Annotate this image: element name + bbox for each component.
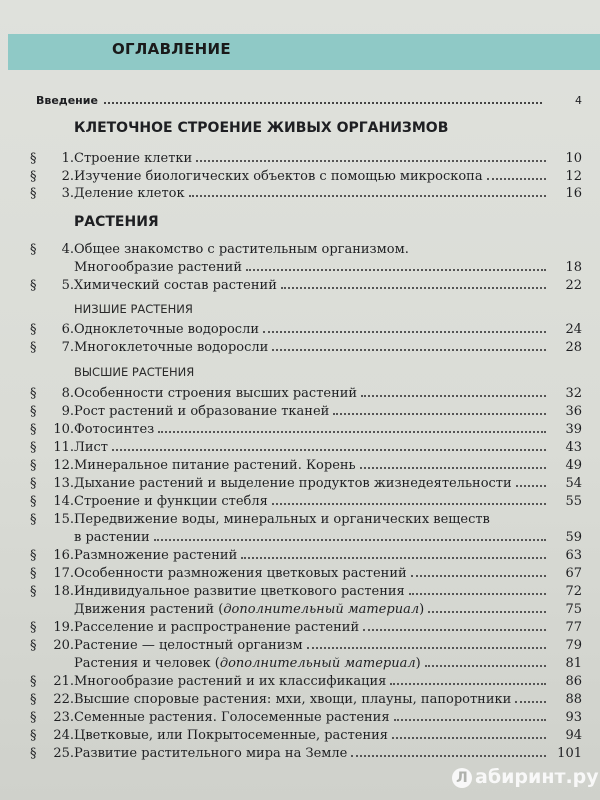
entry-number: 13. bbox=[53, 476, 74, 491]
entry-number: 10. bbox=[53, 422, 74, 437]
leader-dots bbox=[363, 629, 546, 631]
intro-entry bbox=[36, 94, 582, 107]
entry-page: 77 bbox=[565, 620, 582, 635]
entry-title: Химический состав растений bbox=[74, 278, 277, 293]
entry-title: Фотосинтез bbox=[74, 422, 155, 437]
toc-entry-supplementary bbox=[30, 655, 582, 673]
entry-title: Растение — целостный организм bbox=[74, 638, 303, 653]
entry-title: Движения растений (дополнительный материал) bbox=[74, 602, 425, 617]
entry-page: 81 bbox=[565, 656, 582, 671]
paragraph-symbol: § bbox=[30, 584, 37, 599]
entry-number: 6. bbox=[61, 322, 74, 337]
toc-entry-supplementary bbox=[30, 601, 582, 619]
entry-title: Многообразие растений и их классификация bbox=[74, 674, 387, 689]
entry-title: Развитие растительного мира на Земле bbox=[74, 746, 348, 761]
entry-page: 75 bbox=[565, 602, 582, 617]
entry-number: 7. bbox=[61, 340, 74, 355]
toc-entry bbox=[30, 385, 582, 403]
entry-note-italic: дополнительный материал bbox=[219, 656, 416, 671]
entry-page: 10 bbox=[565, 151, 582, 166]
toc-entry bbox=[30, 475, 582, 493]
leader-dots bbox=[411, 575, 546, 577]
toc-entry bbox=[30, 583, 582, 601]
leader-dots bbox=[196, 160, 546, 162]
entry-page: 49 bbox=[565, 458, 582, 473]
paragraph-symbol: § bbox=[30, 494, 37, 509]
subsection-title-higher-plants: ВЫСШИЕ РАСТЕНИЯ bbox=[74, 365, 195, 379]
toc-entry bbox=[30, 493, 582, 511]
toc-entry bbox=[30, 403, 582, 421]
entry-page: 72 bbox=[565, 584, 582, 599]
entry-title: Дыхание растений и выделение продуктов жизнедеятельности bbox=[74, 476, 512, 491]
leader-dots bbox=[333, 413, 546, 415]
entry-number: 18. bbox=[53, 584, 74, 599]
entry-number: 14. bbox=[53, 494, 74, 509]
toc-entry-continuation bbox=[30, 259, 582, 277]
leader-dots bbox=[515, 701, 546, 703]
entry-number: 1. bbox=[61, 151, 74, 166]
section-title-cell-structure: КЛЕТОЧНОЕ СТРОЕНИЕ ЖИВЫХ ОРГАНИЗМОВ bbox=[74, 120, 449, 136]
entry-page: 16 bbox=[565, 186, 582, 201]
entry-page: 101 bbox=[557, 746, 582, 761]
watermark-text: абиринт.ру bbox=[475, 766, 599, 788]
toc-entry bbox=[30, 673, 582, 691]
entry-title: Расселение и распространение растений bbox=[74, 620, 360, 635]
paragraph-symbol: § bbox=[30, 710, 37, 725]
entry-title: Размножение растений bbox=[74, 548, 238, 563]
entry-title: Особенности строения высших растений bbox=[74, 386, 358, 401]
leader-dots bbox=[425, 665, 546, 667]
toc-entry bbox=[30, 511, 582, 529]
leader-dots bbox=[272, 503, 546, 505]
entry-title: Одноклеточные водоросли bbox=[74, 322, 260, 337]
paragraph-symbol: § bbox=[30, 169, 37, 184]
leader-dots bbox=[409, 593, 546, 595]
toc-entry bbox=[30, 241, 582, 259]
leader-dots bbox=[487, 178, 546, 180]
entry-number: 22. bbox=[53, 692, 74, 707]
page-title: ОГЛАВЛЕНИЕ bbox=[112, 40, 231, 58]
paragraph-symbol: § bbox=[30, 242, 37, 257]
paragraph-symbol: § bbox=[30, 322, 37, 337]
toc-entry bbox=[30, 745, 582, 763]
entry-page: 39 bbox=[565, 422, 582, 437]
paragraph-symbol: § bbox=[30, 422, 37, 437]
entry-title: Передвижение воды, минеральных и органических веществ bbox=[74, 512, 490, 527]
entry-page: 94 bbox=[565, 728, 582, 743]
paragraph-symbol: § bbox=[30, 728, 37, 743]
paragraph-symbol: § bbox=[30, 458, 37, 473]
toc-entry bbox=[30, 339, 582, 357]
entry-title: Особенности размножения цветковых растений bbox=[74, 566, 407, 581]
paragraph-symbol: § bbox=[30, 566, 37, 581]
leader-dots bbox=[189, 195, 546, 197]
labirint-logo-icon: Л bbox=[452, 768, 472, 788]
paragraph-symbol: § bbox=[30, 151, 37, 166]
toc-entry bbox=[30, 565, 582, 583]
toc-entry bbox=[30, 439, 582, 457]
leader-dots bbox=[392, 737, 546, 739]
toc-entry bbox=[30, 277, 582, 295]
section-title-plants: РАСТЕНИЯ bbox=[74, 214, 159, 230]
leader-dots bbox=[351, 755, 546, 757]
entry-title: Растения и человек (дополнительный материал) bbox=[74, 656, 421, 671]
leader-dots bbox=[158, 431, 546, 433]
entry-title: Деление клеток bbox=[74, 186, 185, 201]
entry-page: 22 bbox=[565, 278, 582, 293]
header-band bbox=[8, 34, 600, 70]
entry-number: 15. bbox=[53, 512, 74, 527]
entry-page: 63 bbox=[565, 548, 582, 563]
paragraph-symbol: § bbox=[30, 620, 37, 635]
entry-title: Многоклеточные водоросли bbox=[74, 340, 269, 355]
paragraph-symbol: § bbox=[30, 476, 37, 491]
subsection-title-lower-plants: НИЗШИЕ РАСТЕНИЯ bbox=[74, 302, 193, 316]
entry-title: Высшие споровые растения: мхи, хвощи, плауны, папоротники bbox=[74, 692, 512, 707]
leader-dots bbox=[104, 102, 542, 104]
entry-number: 17. bbox=[53, 566, 74, 581]
entry-number: 21. bbox=[53, 674, 74, 689]
entry-number: 5. bbox=[61, 278, 74, 293]
entry-title: Строение и функции стебля bbox=[74, 494, 268, 509]
entry-title-continued: Многообразие растений bbox=[74, 260, 242, 275]
entry-page: 86 bbox=[565, 674, 582, 689]
entry-number: 20. bbox=[53, 638, 74, 653]
entry-title: Индивидуальное развитие цветкового растения bbox=[74, 584, 405, 599]
paragraph-symbol: § bbox=[30, 404, 37, 419]
entry-title: Изучение биологических объектов с помощью микроскопа bbox=[74, 169, 483, 184]
entry-note-italic: дополнительный материал bbox=[223, 602, 420, 617]
leader-dots bbox=[272, 349, 546, 351]
leader-dots bbox=[154, 539, 546, 541]
leader-dots bbox=[360, 467, 546, 469]
paragraph-symbol: § bbox=[30, 440, 37, 455]
watermark bbox=[452, 766, 599, 788]
entry-page: 28 bbox=[565, 340, 582, 355]
entry-page: 55 bbox=[565, 494, 582, 509]
toc-entry bbox=[30, 727, 582, 745]
entry-number: 23. bbox=[53, 710, 74, 725]
leader-dots bbox=[241, 557, 546, 559]
paragraph-symbol: § bbox=[30, 692, 37, 707]
entry-page: 59 bbox=[565, 530, 582, 545]
toc-entry bbox=[30, 150, 582, 168]
entry-title: Рост растений и образование тканей bbox=[74, 404, 330, 419]
paragraph-symbol: § bbox=[30, 512, 37, 527]
toc-entry bbox=[30, 547, 582, 565]
leader-dots bbox=[390, 683, 546, 685]
paragraph-symbol: § bbox=[30, 746, 37, 761]
entry-number: 4. bbox=[61, 242, 74, 257]
entry-number: 11. bbox=[53, 440, 74, 455]
entry-page: 24 bbox=[565, 322, 582, 337]
paragraph-symbol: § bbox=[30, 674, 37, 689]
leader-dots bbox=[246, 269, 546, 271]
leader-dots bbox=[307, 647, 546, 649]
entry-number: 25. bbox=[53, 746, 74, 761]
entry-number: 9. bbox=[61, 404, 74, 419]
entry-title: Строение клетки bbox=[74, 151, 193, 166]
entry-page: 88 bbox=[565, 692, 582, 707]
entry-page: 79 bbox=[565, 638, 582, 653]
entry-number: 8. bbox=[61, 386, 74, 401]
paragraph-symbol: § bbox=[30, 340, 37, 355]
entry-page: 12 bbox=[565, 169, 582, 184]
toc-entry bbox=[30, 691, 582, 709]
toc-entry bbox=[30, 709, 582, 727]
paragraph-symbol: § bbox=[30, 278, 37, 293]
entry-number: 16. bbox=[53, 548, 74, 563]
toc-entry bbox=[30, 619, 582, 637]
paragraph-symbol: § bbox=[30, 386, 37, 401]
leader-dots bbox=[516, 485, 546, 487]
toc-entry bbox=[30, 168, 582, 186]
leader-dots bbox=[394, 719, 546, 721]
entry-page: 32 bbox=[565, 386, 582, 401]
leader-dots bbox=[361, 395, 546, 397]
entry-title: Лист bbox=[74, 440, 108, 455]
leader-dots bbox=[428, 611, 546, 613]
entry-number: 3. bbox=[61, 186, 74, 201]
toc-entry bbox=[30, 637, 582, 655]
entry-page: 54 bbox=[565, 476, 582, 491]
intro-label: Введение bbox=[36, 94, 98, 107]
toc-entry bbox=[30, 321, 582, 339]
leader-dots bbox=[263, 331, 546, 333]
entry-title: Общее знакомство с растительным организмом. bbox=[74, 242, 409, 257]
toc-entry bbox=[30, 421, 582, 439]
entry-page: 36 bbox=[565, 404, 582, 419]
entry-title: Цветковые, или Покрытосеменные, растения bbox=[74, 728, 388, 743]
entry-title-continued: в растении bbox=[74, 530, 150, 545]
entry-number: 12. bbox=[53, 458, 74, 473]
entry-title: Минеральное питание растений. Корень bbox=[74, 458, 356, 473]
entry-page: 18 bbox=[565, 260, 582, 275]
paragraph-symbol: § bbox=[30, 548, 37, 563]
entry-page: 67 bbox=[565, 566, 582, 581]
leader-dots bbox=[281, 287, 546, 289]
entry-page: 43 bbox=[565, 440, 582, 455]
leader-dots bbox=[112, 449, 546, 451]
entry-title: Семенные растения. Голосеменные растения bbox=[74, 710, 390, 725]
toc-entry bbox=[30, 457, 582, 475]
entry-page: 93 bbox=[565, 710, 582, 725]
entry-number: 2. bbox=[61, 169, 74, 184]
intro-page: 4 bbox=[575, 94, 582, 107]
toc-entry bbox=[30, 185, 582, 203]
entry-number: 19. bbox=[53, 620, 74, 635]
entry-number: 24. bbox=[53, 728, 74, 743]
toc-entry-continuation bbox=[30, 529, 582, 547]
paragraph-symbol: § bbox=[30, 186, 37, 201]
paragraph-symbol: § bbox=[30, 638, 37, 653]
